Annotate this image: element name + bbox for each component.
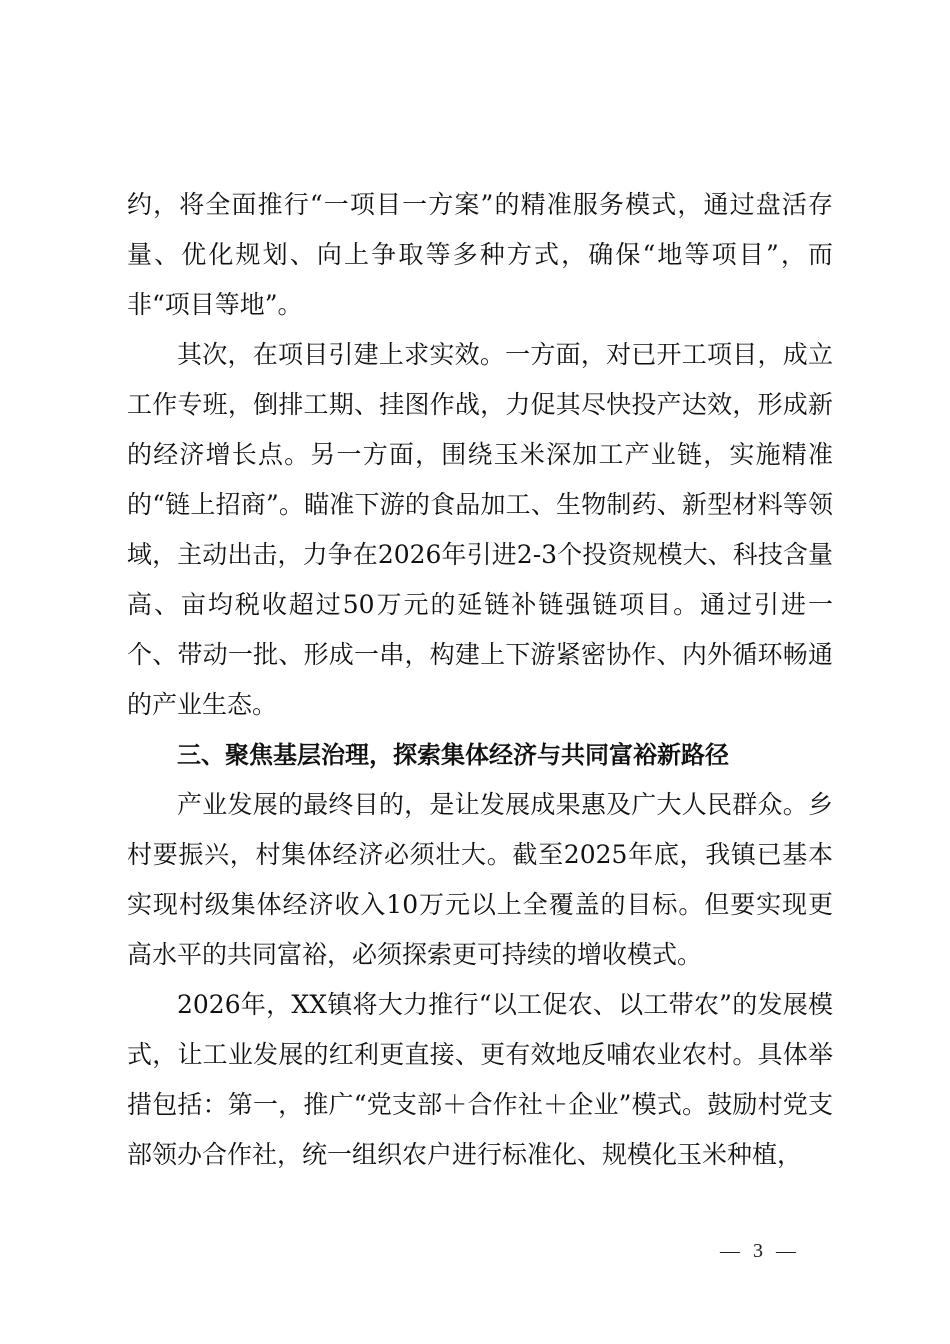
document-body	[127, 180, 833, 1180]
paragraph-collective-economy: 产业发展的最终目的，是让发展成果惠及广大人民群众。乡村要振兴，村集体经济必须壮大。截至2025年底，我镇已基本实现村级集体经济收入10万元以上全覆盖的目标。但要实现更高水平的共同富裕，必须探索更可持续的增收模式。	[127, 790, 833, 969]
section-heading-three: 三、聚焦基层治理，探索集体经济与共同富裕新路径	[177, 741, 729, 769]
paragraph-project-introduction: 其次，在项目引建上求实效。一方面，对已开工项目，成立工作专班，倒排工期、挂图作战，力促其尽快投产达效，形成新的经济增长点。另一方面，围绕玉米深加工产业链，实施精准的“链上招商”。瞄准下游的食品加工、生物制药、新型材料等领域，主动出击，力争在2026年引进2-3个投资规模大、科技含量高、亩均税收超过50万元的延链补链强链项目。通过引进一个、带动一批、形成一串，构建上下游紧密协作、内外循环畅通的产业生态。	[127, 340, 833, 719]
page-number: — 3 —	[720, 1240, 800, 1262]
paragraph-continuation: 约，将全面推行“一项目一方案”的精准服务模式，通过盘活存量、优化规划、向上争取等多种方式，确保“地等项目”，而非“项目等地”。	[127, 190, 833, 319]
paragraph-2026-plan: 2026年，XX镇将大力推行“以工促农、以工带农”的发展模式，让工业发展的红利更直接、更有效地反哺农业农村。具体举措包括：第一，推广“党支部＋合作社＋企业”模式。鼓励村党支部领办合作社，统一组织农户进行标准化、规模化玉米种植，	[127, 990, 833, 1169]
